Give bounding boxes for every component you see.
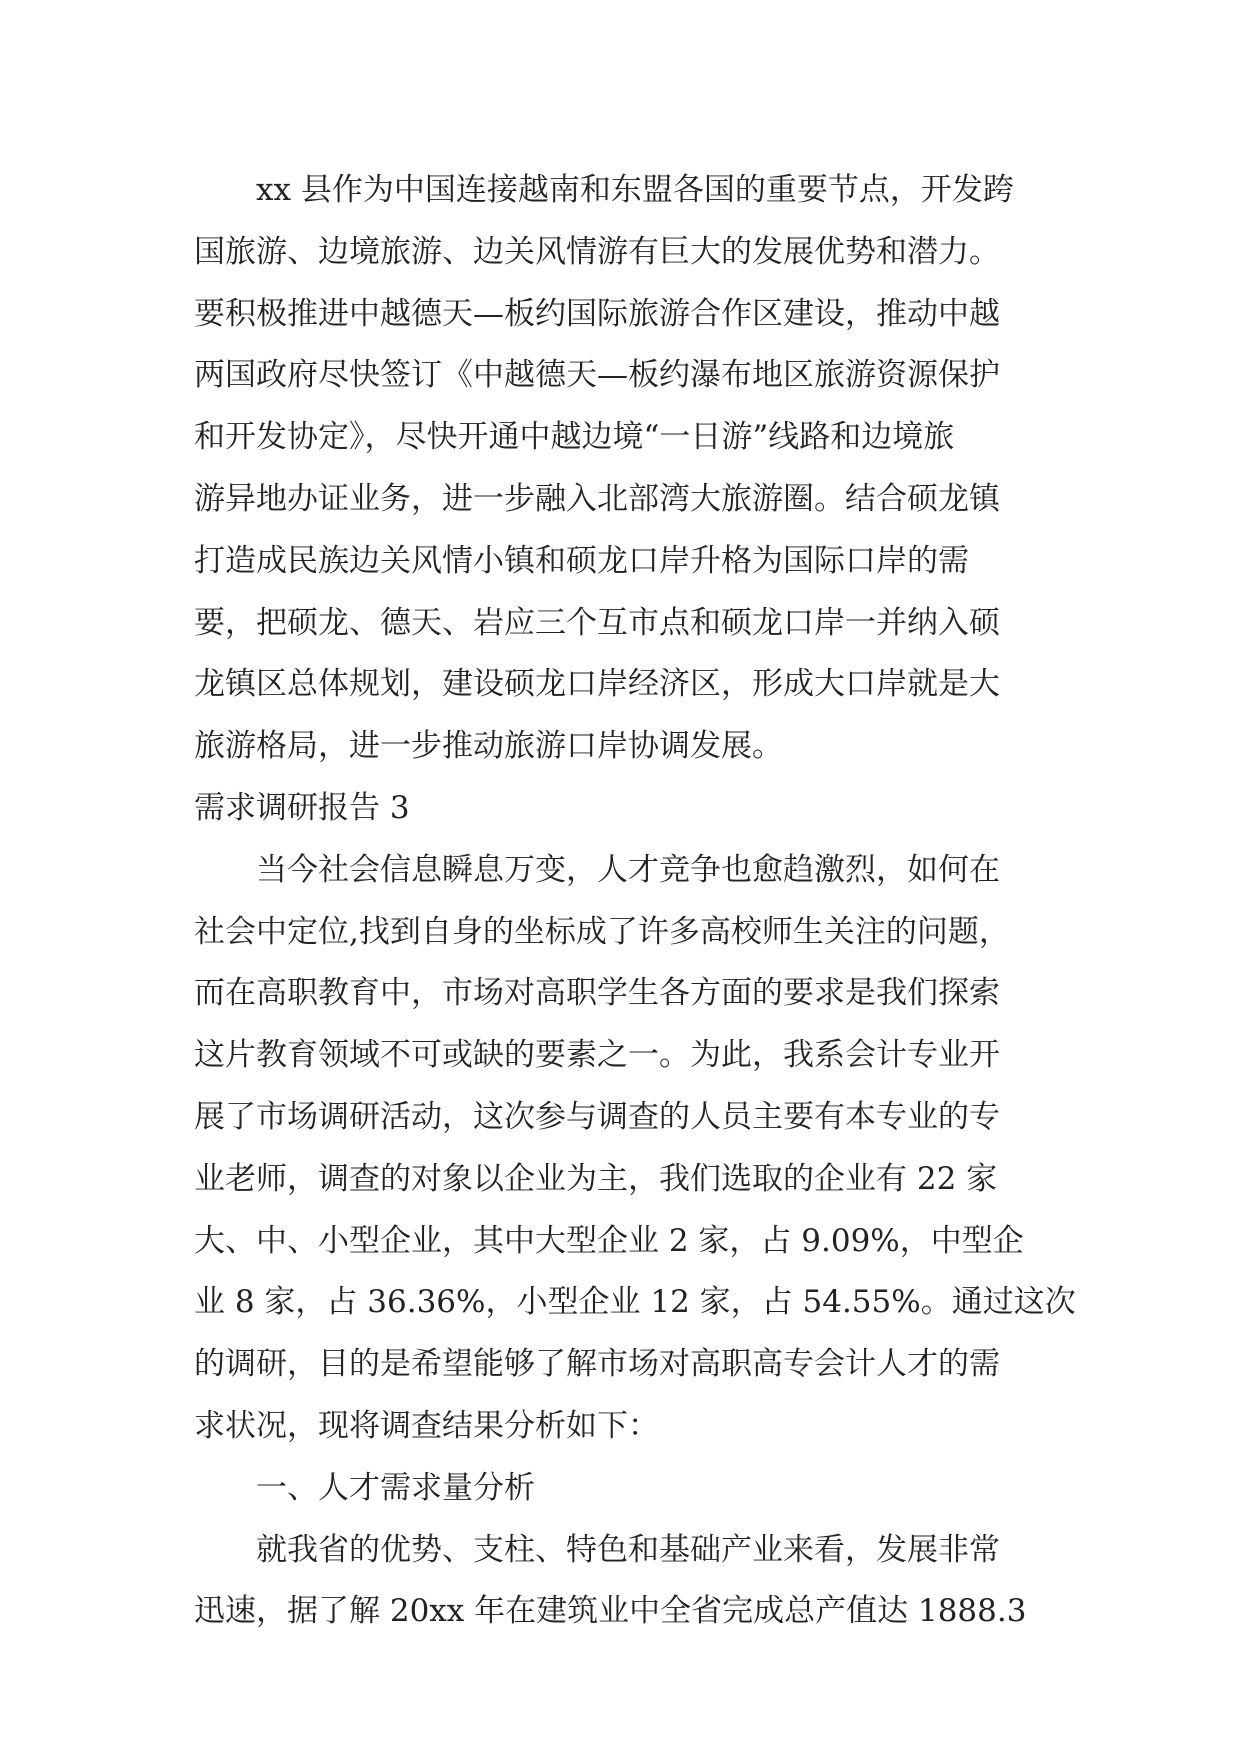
subsection-heading: 一、人才需求量分析 — [256, 1469, 535, 1506]
text-line: 社会中定位,找到自身的坐标成了许多高校师生关注的问题， — [194, 913, 1010, 950]
text-line: 求状况，现将调查结果分析如下： — [194, 1407, 659, 1444]
text-line: 两国政府尽快签订《中越德天—板约瀑布地区旅游资源保护 — [194, 357, 1000, 394]
text-line: 旅游格局，进一步推动旅游口岸协调发展。 — [194, 728, 783, 765]
text-line: 这片教育领域不可或缺的要素之一。为此，我系会计专业开 — [194, 1037, 1000, 1074]
text-line: 大、中、小型企业，其中大型企业 2 家，占 9.09%，中型企 — [194, 1222, 1024, 1259]
section-heading: 需求调研报告 3 — [194, 789, 410, 826]
text-line: 当今社会信息瞬息万变，人才竞争也愈趋激烈，如何在 — [256, 851, 1000, 888]
text-line: 要积极推进中越德天—板约国际旅游合作区建设，推动中越 — [194, 295, 1000, 332]
text-line: 而在高职教育中，市场对高职学生各方面的要求是我们探索 — [194, 975, 1000, 1012]
text-line: 业 8 家，占 36.36%，小型企业 12 家，占 54.55%。通过这次 — [194, 1284, 1076, 1321]
text-line: 打造成民族边关风情小镇和硕龙口岸升格为国际口岸的需 — [194, 542, 969, 579]
text-line: 展了市场调研活动，这次参与调查的人员主要有本专业的专 — [194, 1098, 1000, 1135]
text-line: 迅速，据了解 20xx 年在建筑业中全省完成总产值达 1888.3 — [194, 1593, 1027, 1630]
document-body — [194, 160, 1074, 1643]
text-line: 要，把硕龙、德天、岩应三个互市点和硕龙口岸一并纳入硕 — [194, 604, 1000, 641]
text-line: 和开发协定》，尽快开通中越边境“一日游”线路和边境旅 — [194, 419, 955, 456]
text-line: 就我省的优势、支柱、特色和基础产业来看，发展非常 — [256, 1531, 1000, 1568]
text-line: 的调研，目的是希望能够了解市场对高职高专会计人才的需 — [194, 1346, 1000, 1383]
text-line: 业老师，调查的对象以企业为主，我们选取的企业有 22 家 — [194, 1160, 998, 1197]
text-line: xx 县作为中国连接越南和东盟各国的重要节点，开发跨 — [256, 172, 1014, 208]
text-line: 龙镇区总体规划，建设硕龙口岸经济区，形成大口岸就是大 — [194, 666, 1000, 703]
text-line: 国旅游、边境旅游、边关风情游有巨大的发展优势和潜力。 — [194, 233, 1000, 270]
text-line: 游异地办证业务，进一步融入北部湾大旅游圈。结合硕龙镇 — [194, 480, 1000, 517]
